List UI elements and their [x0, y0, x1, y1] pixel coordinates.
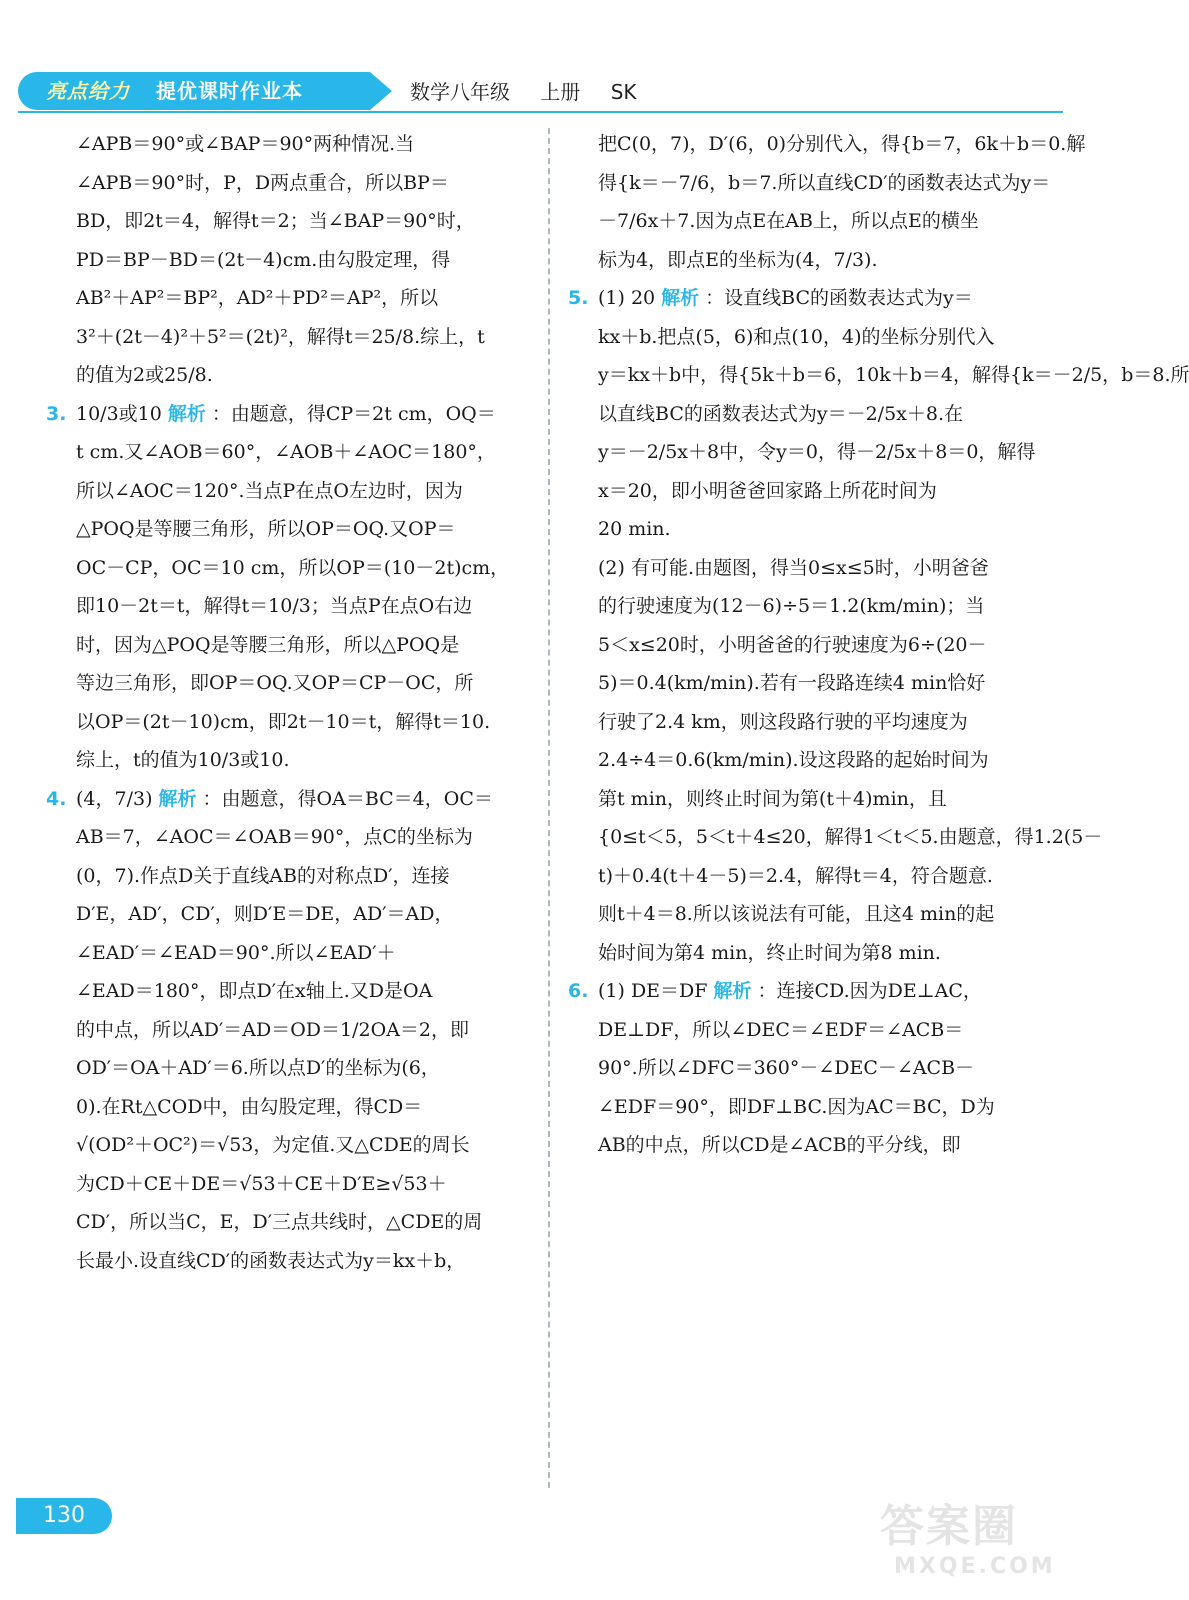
line-text: 90°.所以∠DFC＝360°－∠DEC－∠ACB－: [598, 1057, 975, 1079]
line-text: 则t＋4＝8.所以该说法有可能，且这4 min的起: [598, 903, 995, 925]
header-rule: [18, 111, 1063, 113]
text-line: [46, 510, 526, 549]
left-column: [46, 125, 526, 1280]
text-line: [46, 1011, 526, 1050]
analysis-text: ：设直线BC的函数表达式为y＝: [705, 287, 973, 309]
text-line: [568, 549, 1048, 588]
text-line: [568, 356, 1189, 395]
watermark-logo: [880, 1490, 1060, 1586]
line-text: ∠EDF＝90°，即DF⊥BC.因为AC＝BC，D为: [598, 1095, 995, 1118]
right-column: [568, 125, 1189, 1165]
line-text: 0).在Rt△COD中，由勾股定理，得CD＝: [76, 1095, 423, 1118]
text-line: [568, 472, 1048, 511]
text-line: [568, 1088, 1048, 1127]
line-text: y＝kx＋b中，得{5k＋b＝6，10k＋b＝4，解得{k＝－2/5，b＝8.所: [598, 364, 1189, 386]
line-text: 以OP＝(2t－10)cm，即2t－10＝t，解得t＝10.: [76, 710, 491, 733]
text-line: [568, 587, 1048, 626]
analysis-label: 解析: [167, 402, 206, 425]
text-line: [568, 857, 1048, 896]
analysis-label: 解析: [158, 787, 197, 810]
analysis-text: ：连接CD.因为DE⊥AC，: [757, 980, 982, 1002]
line-text: 3²＋(2t－4)²＋5²＝(2t)²，解得t＝25/8.综上，t: [76, 325, 485, 348]
line-text: 长最小.设直线CD′的函数表达式为y＝kx＋b，: [76, 1249, 466, 1272]
answer-item: [46, 395, 526, 434]
text-line: [46, 1242, 526, 1281]
line-text: 得{k＝－7/6，b＝7.所以直线CD′的函数表达式为y＝: [598, 171, 1051, 194]
line-text: 的行驶速度为(12－6)÷5＝1.2(km/min)；当: [598, 595, 985, 617]
text-line: [46, 626, 526, 665]
line-text: AB＝7，∠AOC＝∠OAB＝90°，点C的坐标为: [76, 826, 473, 848]
line-text: 的中点，所以AD′＝AD＝OD＝1/2OA＝2，即: [76, 1018, 469, 1041]
line-text: OD′＝OA＋AD′＝6.所以点D′的坐标为(6，: [76, 1057, 440, 1079]
text-line: [568, 318, 1048, 357]
line-text: CD′，所以当C，E，D′三点共线时，△CDE的周: [76, 1211, 483, 1233]
watermark-title: 答案圈: [880, 1501, 1018, 1552]
text-line: [46, 279, 526, 318]
page-number: 130: [16, 1498, 112, 1534]
text-line: [46, 934, 526, 973]
text-line: [46, 664, 526, 703]
text-line: [46, 895, 526, 934]
line-text: 即10－2t＝t，解得t＝10/3；当点P在点O右边: [76, 595, 473, 617]
line-text: ∠EAD′＝∠EAD＝90°.所以∠EAD′＋: [76, 941, 396, 964]
volume-label: 上册: [540, 80, 581, 104]
line-text: (0，7).作点D关于直线AB的对称点D′，连接: [76, 864, 450, 887]
question-number: 5.: [568, 287, 589, 309]
watermark-url: MXQE.COM: [894, 1554, 1056, 1579]
line-text: t)＋0.4(t＋4－5)＝2.4，解得t＝4，符合题意.: [598, 864, 993, 887]
text-line: [46, 164, 526, 203]
line-text: 为CD＋CE＋DE＝√53＋CE＋D′E≥√53＋: [76, 1172, 447, 1195]
text-line: [46, 549, 526, 588]
text-line: [46, 125, 526, 164]
answer-item: [46, 780, 526, 819]
line-text: 5＜x≤20时，小明爸爸的行驶速度为6÷(20－: [598, 633, 987, 656]
text-line: [568, 433, 1048, 472]
line-text: 的值为2或25/8.: [76, 364, 213, 386]
text-line: [46, 1165, 526, 1204]
brand-name: 亮点给力: [46, 79, 130, 103]
line-text: DE⊥DF，所以∠DEC＝∠EDF＝∠ACB＝: [598, 1018, 964, 1041]
analysis-label: 解析: [713, 980, 752, 1002]
line-text: 行驶了2.4 km，则这段路行驶的平均速度为: [598, 710, 968, 733]
line-text: 标为4，即点E的坐标为(4，7/3).: [598, 248, 878, 271]
text-line: [46, 1088, 526, 1127]
line-text: BD，即2t＝4，解得t＝2；当∠BAP＝90°时，: [76, 210, 475, 232]
text-line: [568, 202, 1048, 241]
text-line: [568, 780, 1048, 819]
line-text: AB的中点，所以CD是∠ACB的平分线，即: [598, 1134, 961, 1156]
text-line: [568, 395, 1048, 434]
line-text: (4，7/3): [76, 787, 153, 810]
book-info: [410, 76, 661, 105]
text-line: [568, 818, 1103, 857]
text-line: [46, 818, 526, 857]
page-header: [0, 0, 1081, 120]
line-text: ∠APB＝90°或∠BAP＝90°两种情况.当: [76, 133, 415, 155]
line-text: △POQ是等腰三角形，所以OP＝OQ.又OP＝: [76, 518, 456, 540]
text-line: [46, 972, 526, 1011]
text-line: [568, 895, 1048, 934]
line-text: ∠EAD＝180°，即点D′在x轴上.又D是OA: [76, 980, 433, 1002]
text-line: [568, 664, 1048, 703]
text-line: [568, 703, 1048, 742]
line-text: 始时间为第4 min，终止时间为第8 min.: [598, 941, 941, 964]
line-text: (1) DE＝DF: [598, 980, 708, 1002]
text-line: [568, 1049, 1048, 1088]
text-line: [46, 1126, 526, 1165]
text-line: [568, 1126, 1048, 1165]
line-text: 综上，t的值为10/3或10.: [76, 749, 290, 771]
analysis-text: ：由题意，得OA＝BC＝4，OC＝: [202, 787, 493, 810]
line-text: (2) 有可能.由题图，得当0≤x≤5时，小明爸爸: [598, 556, 989, 579]
text-line: [568, 510, 1048, 549]
subject-label: 数学八年级: [410, 80, 510, 104]
text-line: [46, 857, 526, 896]
column-divider: [548, 128, 550, 1488]
question-number: 6.: [568, 980, 589, 1002]
line-text: 所以∠AOC＝120°.当点P在点O左边时，因为: [76, 479, 463, 502]
edition-label: SK: [610, 80, 637, 104]
line-text: {0≤t＜5，5＜t＋4≤20，解得1＜t＜5.由题意，得1.2(5－: [598, 826, 1103, 848]
answer-item: [568, 972, 1048, 1011]
text-line: [46, 433, 526, 472]
text-line: [568, 125, 1086, 164]
line-text: √(OD²＋OC²)＝√53，为定值.又△CDE的周长: [76, 1134, 470, 1156]
line-text: 2.4÷4＝0.6(km/min).设这段路的起始时间为: [598, 749, 989, 771]
text-line: [46, 741, 526, 780]
line-text: AB²＋AP²＝BP²，AD²＋PD²＝AP²，所以: [76, 287, 439, 309]
line-text: (1) 20: [598, 287, 656, 309]
text-line: [568, 741, 1048, 780]
line-text: 时，因为△POQ是等腰三角形，所以△POQ是: [76, 633, 460, 656]
text-line: [568, 164, 1051, 203]
line-text: OC－CP，OC＝10 cm，所以OP＝(10－2t)cm，: [76, 556, 510, 579]
line-text: 第t min，则终止时间为第(t＋4)min，且: [598, 787, 947, 810]
series-title: 提优课时作业本: [155, 79, 303, 103]
question-number: 3.: [46, 402, 67, 425]
text-line: [568, 934, 1048, 973]
answer-item: [568, 279, 1048, 318]
text-line: [46, 587, 526, 626]
text-line: [46, 472, 526, 511]
text-line: [46, 1049, 526, 1088]
text-line: [46, 1203, 526, 1242]
line-text: kx＋b.把点(5，6)和点(10，4)的坐标分别代入: [598, 325, 995, 348]
line-text: 以直线BC的函数表达式为y＝－2/5x＋8.在: [598, 402, 964, 425]
line-text: 5)＝0.4(km/min).若有一段路连续4 min恰好: [598, 672, 986, 694]
text-line: [46, 356, 526, 395]
line-text: D′E，AD′，CD′，则D′E＝DE，AD′＝AD，: [76, 903, 454, 925]
line-text: y＝－2/5x＋8中，令y＝0，得－2/5x＋8＝0，解得: [598, 441, 1036, 463]
line-text: 把C(0，7)，D′(6，0)分别代入，得{b＝7，6k＋b＝0.解: [598, 133, 1086, 155]
text-line: [46, 703, 526, 742]
line-text: 20 min.: [598, 518, 671, 540]
text-line: [46, 202, 526, 241]
line-text: －7/6x＋7.因为点E在AB上，所以点E的横坐: [598, 210, 979, 232]
line-text: 10/3或10: [76, 402, 162, 425]
line-text: ∠APB＝90°时，P，D两点重合，所以BP＝: [76, 171, 449, 194]
series-banner: [18, 72, 370, 110]
line-text: t cm.又∠AOB＝60°，∠AOB＋∠AOC＝180°，: [76, 441, 496, 463]
text-line: [568, 626, 1048, 665]
text-line: [568, 1011, 1048, 1050]
analysis-text: ：由题意，得CP＝2t cm，OQ＝: [211, 402, 496, 425]
line-text: 等边三角形，即OP＝OQ.又OP＝CP－OC，所: [76, 672, 474, 694]
text-line: [568, 241, 1048, 280]
question-number: 4.: [46, 787, 67, 810]
text-line: [46, 241, 526, 280]
line-text: x＝20，即小明爸爸回家路上所花时间为: [598, 479, 937, 502]
line-text: PD＝BP－BD＝(2t－4)cm.由勾股定理，得: [76, 248, 451, 271]
text-line: [46, 318, 526, 357]
analysis-label: 解析: [661, 287, 700, 309]
